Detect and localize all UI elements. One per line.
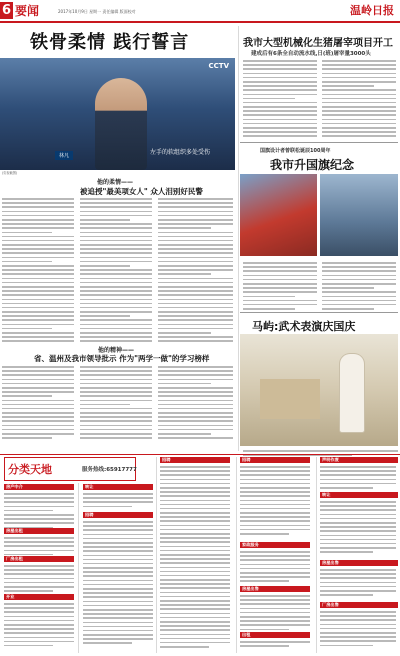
photo-subject (95, 78, 147, 170)
photo-note: (央视截图) (2, 171, 18, 175)
section-rule (240, 142, 398, 143)
classified-listings (160, 466, 230, 650)
photo-caption-name: 林凡 (55, 151, 73, 160)
header-rule (0, 21, 400, 23)
column-divider (236, 457, 237, 653)
flag-ceremony-photo (240, 174, 317, 256)
article-column (2, 198, 74, 345)
newspaper-logo: 温岭日报 (350, 4, 394, 17)
classified-listings (240, 641, 310, 649)
classified-listings (83, 493, 153, 510)
section-rule (240, 312, 398, 313)
category-label: 出租 (240, 632, 310, 638)
category-label: 厂房出租 (4, 556, 74, 562)
classified-listings (240, 551, 310, 585)
story-kicker-2: 国旗设计者曾联松诞辰100周年 (260, 148, 331, 154)
channel-logo: CCTV (208, 62, 229, 70)
category-label: 转让 (83, 484, 153, 490)
article-column (2, 366, 74, 441)
story-headline-3: 马屿:武术表演庆国庆 (252, 320, 356, 333)
subhead-2: 省、温州及我市领导批示 作为"两学一做"的学习榜样 (34, 354, 210, 363)
category-label: 招聘 (240, 457, 310, 463)
category-label: 家政服务 (240, 542, 310, 548)
article-column (80, 198, 152, 345)
main-headline: 铁骨柔情 践行誓言 (30, 32, 190, 53)
classified-listings (4, 537, 74, 558)
classified-listings (4, 493, 74, 531)
section-name: 要闻 (15, 4, 40, 18)
classified-listings (83, 521, 153, 647)
article-column (158, 366, 233, 441)
classified-listings (240, 595, 310, 633)
classified-listings (320, 501, 396, 555)
category-label: 房屋出售 (320, 560, 398, 566)
category-label: 转让 (320, 492, 398, 498)
article-column (243, 262, 317, 312)
column-divider (238, 26, 239, 451)
subhead-1: 被追授"最美项女人" 众人泪别好民警 (80, 187, 203, 196)
category-label: 房屋出租 (4, 528, 74, 534)
classified-phone: 服务热线:65917777 (82, 467, 137, 473)
category-label: 开业 (4, 594, 74, 600)
subhead-kicker-2: 他的精神—— (98, 347, 135, 354)
classified-listings (4, 603, 74, 649)
category-label: 声明作废 (320, 457, 398, 463)
article-column (80, 366, 152, 441)
story-headline-1: 我市大型机械化生猪屠宰项目开工 (243, 38, 393, 49)
classified-listings (320, 569, 396, 598)
photo-background-element (260, 379, 320, 419)
article-column (158, 198, 233, 345)
news-photo (0, 58, 235, 170)
column-divider (78, 483, 79, 653)
section-number: 6 (1, 3, 12, 18)
classified-listings (320, 466, 396, 491)
article-column (243, 60, 317, 140)
article-column (322, 262, 396, 312)
story-subhead-1: 建成后有6条全自动流水线,日(班)屠宰量3000头 (251, 51, 371, 57)
category-label: 招聘 (160, 457, 230, 463)
category-label: 厂房出售 (320, 602, 398, 608)
classified-top-rule (0, 454, 400, 455)
story-headline-2: 我市升国旗纪念 (270, 158, 355, 172)
classified-listings (240, 466, 310, 537)
column-divider (316, 457, 317, 653)
martial-arts-photo (240, 334, 398, 446)
category-label: 招聘 (83, 512, 153, 518)
classified-listings (4, 565, 74, 594)
subhead-kicker-1: 他的柔情—— (97, 179, 134, 186)
photo-caption-text: 左手的软组织多处受伤 (150, 149, 211, 156)
classified-title: 分类天地 (8, 463, 52, 476)
header-info: 2017年10月9日 星期一 责任编辑 版面校对 (58, 9, 136, 14)
category-label: 房产中介 (4, 484, 74, 490)
classified-listings (320, 611, 396, 649)
category-label: 房屋出售 (240, 586, 310, 592)
article-column (322, 60, 396, 140)
column-divider (156, 457, 157, 653)
ceremony-photo (320, 174, 398, 256)
performer-figure (340, 354, 364, 432)
